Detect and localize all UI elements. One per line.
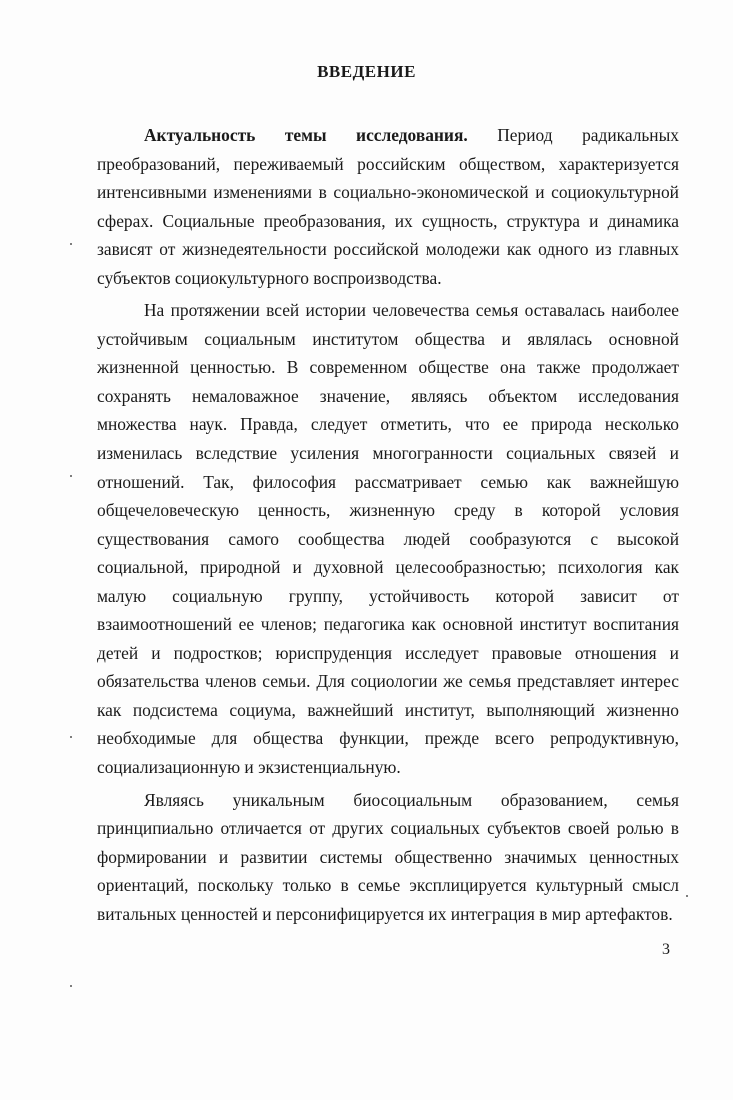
page-title: ВВЕДЕНИЕ (317, 62, 416, 81)
scan-speck (70, 985, 72, 987)
paragraph-relevance (97, 121, 679, 292)
page-number: 3 (662, 941, 670, 958)
paragraph-family-history (97, 296, 679, 781)
paragraph-text: На протяжении всей истории человечества семья оставалась наиболее устойчивым социальным институтом общества и являлась основной жизненной ценностью. В современном обществе она также продолжает сохранять немаловажное значение, являясь объектом исследования множества наук. Правда, следует отметить, что ее природа несколько изменилась вследствие усиления многогранности социальных связей и отношений. Так, философия рассматривает семью как важнейшую общечеловеческую ценность, жизненную среду в которой условия существования самого сообщества людей сообразуются с высокой социальной, природной и духовной целесообразностью; психология как малую социальную группу, устойчивость которой зависит от взаимоотношений ее членов; педагогика как основной институт воспитания детей и подростков; юриспруденция исследует правовые отношения и обязательства членов семьи. Для социологии же семья представляет интерес как подсистема социума, важнейший институт, выполняющий жизненно необходимые для общества функции, прежде всего репродуктивную, социализационную и экзистенциальную. (97, 300, 679, 778)
paragraph-text: Период радикальных преобразований, переживаемый российским обществом, характеризуется интенсивными изменениями в социально-экономической и социокультурной сферах. Социальные преобразования, их сущность, структура и динамика зависят от жизнедеятельности российской молодежи как одного из главных субъектов социокультурного воспроизводства. (97, 125, 679, 288)
scan-speck (686, 895, 688, 897)
scan-speck (70, 243, 72, 245)
paragraph-family-biosocial (97, 786, 679, 929)
scan-speck (70, 736, 72, 738)
paragraph-text: Являясь уникальным биосоциальным образованием, семья принципиально отличается от других социальных субъектов своей ролью в формировании и развитии системы общественно значимых ценностных ориентаций, поскольку только в семье эксплицируется культурный смысл витальных ценностей и персонифицируется их интеграция в мир артефактов. (97, 789, 679, 924)
scan-speck (70, 475, 72, 477)
paragraph-lead: Актуальность темы исследования. (144, 125, 468, 145)
body-text (97, 121, 679, 928)
